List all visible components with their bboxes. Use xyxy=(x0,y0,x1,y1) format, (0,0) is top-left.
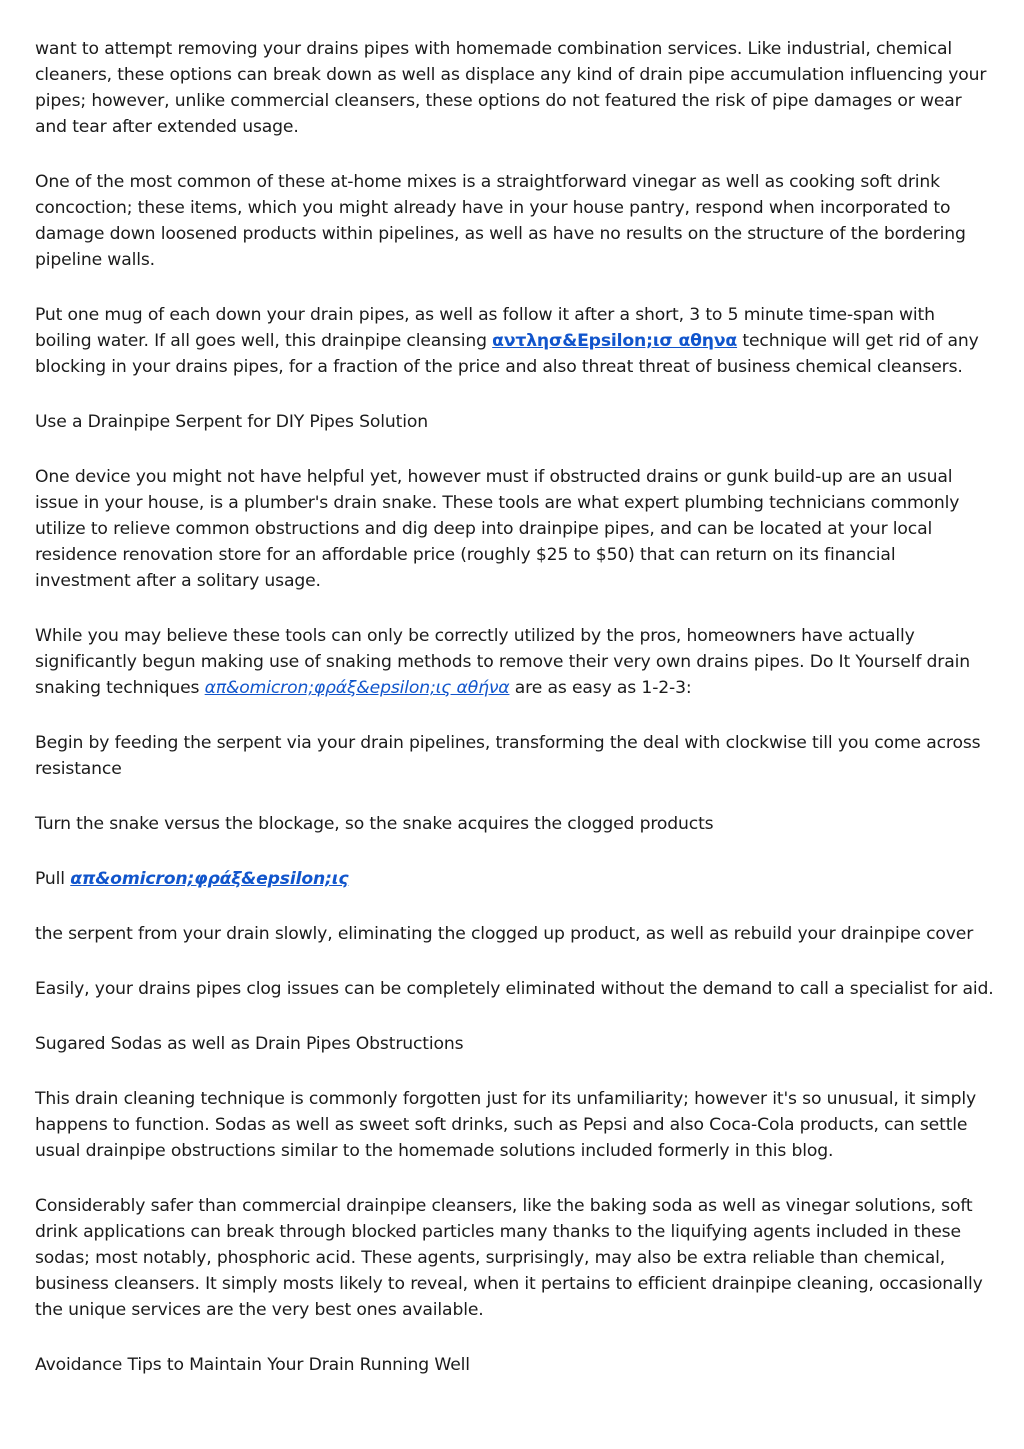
paragraph-text: Pull xyxy=(35,869,71,889)
paragraph-snaking-methods xyxy=(35,623,995,701)
paragraph-homemade-solutions: want to attempt removing your drains pipes with homemade combination services. Like industrial, chemical cleaners, these options can break down as well as displace any kind of drain pipe accumulation influencing your pipes; however, unlike commercial cleansers, these options do not featured the risk of pipe damages or wear and tear after extended usage. xyxy=(35,39,987,137)
step-pull xyxy=(35,866,995,892)
paragraph-boiling-water xyxy=(35,302,995,380)
paragraph-text: Put one mug of each down your drain pipes, as well as follow it after a short, 3 to 5 minute time-span with boiling water. If all goes well, this drainpipe cleansing xyxy=(35,305,935,351)
step-feed-serpent: Begin by feeding the serpent via your drain pipelines, transforming the deal with clockwise till you come across resistance xyxy=(35,733,981,779)
document-body xyxy=(35,36,995,1407)
paragraph-clog-eliminated: Easily, your drains pipes clog issues can be completely eliminated without the demand to call a specialist for aid. xyxy=(35,979,994,999)
pump-link[interactable]: αντλησ&Epsilon;ισ αθηνα xyxy=(492,331,738,351)
paragraph-soda-technique: This drain cleaning technique is commonly forgotten just for its unfamiliarity; however it's so unusual, it simply happens to function. Sodas as well as sweet soft drinks, such as Pepsi and also Coca-Cola products, can settle usual drainpipe obstructions similar to the homemade solutions included formerly in this blog. xyxy=(35,1089,976,1161)
unclog-athens-link[interactable]: απ&omicron;φράξ&epsilon;ις αθήνα xyxy=(204,678,510,698)
section-heading-sugared-sodas: Sugared Sodas as well as Drain Pipes Obstructions xyxy=(35,1034,464,1054)
paragraph-safer-than-commercial: Considerably safer than commercial drainpipe cleansers, like the baking soda as well as vinegar solutions, soft drink applications can break through blocked particles many thanks to the liquifying agents included in these sodas; most notably, phosphoric acid. These agents, surprisingly, may also be extra reliable than chemical, business cleansers. It simply mosts likely to reveal, when it pertains to efficient drainpipe cleaning, occasionally the unique services are the very best ones available. xyxy=(35,1196,983,1320)
paragraph-text: are as easy as 1-2-3: xyxy=(509,678,692,698)
paragraph-text: While you may believe these tools can only be correctly utilized by the pros, homeowners have actually significantly begun making use of snaking methods to remove their very own drains pipes. Do It Yourself drain snaking techniques xyxy=(35,626,970,698)
section-heading-avoidance-tips: Avoidance Tips to Maintain Your Drain Running Well xyxy=(35,1355,470,1375)
paragraph-vinegar-baking-soda: One of the most common of these at-home mixes is a straightforward vinegar as well as cooking soft drink concoction; these items, which you might already have in your house pantry, respond when incorporated to damage down loosened products within pipelines, as well as have no results on the structure of the bordering pipeline walls. xyxy=(35,172,966,270)
unclog-link[interactable]: απ&omicron;φράξ&epsilon;ις xyxy=(70,869,349,889)
paragraph-remove-serpent: the serpent from your drain slowly, eliminating the clogged up product, as well as rebuild your drainpipe cover xyxy=(35,924,974,944)
section-heading-drain-serpent: Use a Drainpipe Serpent for DIY Pipes Solution xyxy=(35,412,428,432)
paragraph-text: technique will get rid of any blocking in your drains pipes, for a fraction of the price and also threat threat of business chemical cleansers. xyxy=(35,331,979,377)
paragraph-drain-snake: One device you might not have helpful yet, however must if obstructed drains or gunk build-up are an usual issue in your house, is a plumber's drain snake. These tools are what expert plumbing technicians commonly utilize to relieve common obstructions and dig deep into drainpipe pipes, and can be located at your local residence renovation store for an affordable price (roughly $25 to $50) that can return on its financial investment after a solitary usage. xyxy=(35,467,960,591)
step-turn-snake: Turn the snake versus the blockage, so the snake acquires the clogged products xyxy=(35,814,714,834)
